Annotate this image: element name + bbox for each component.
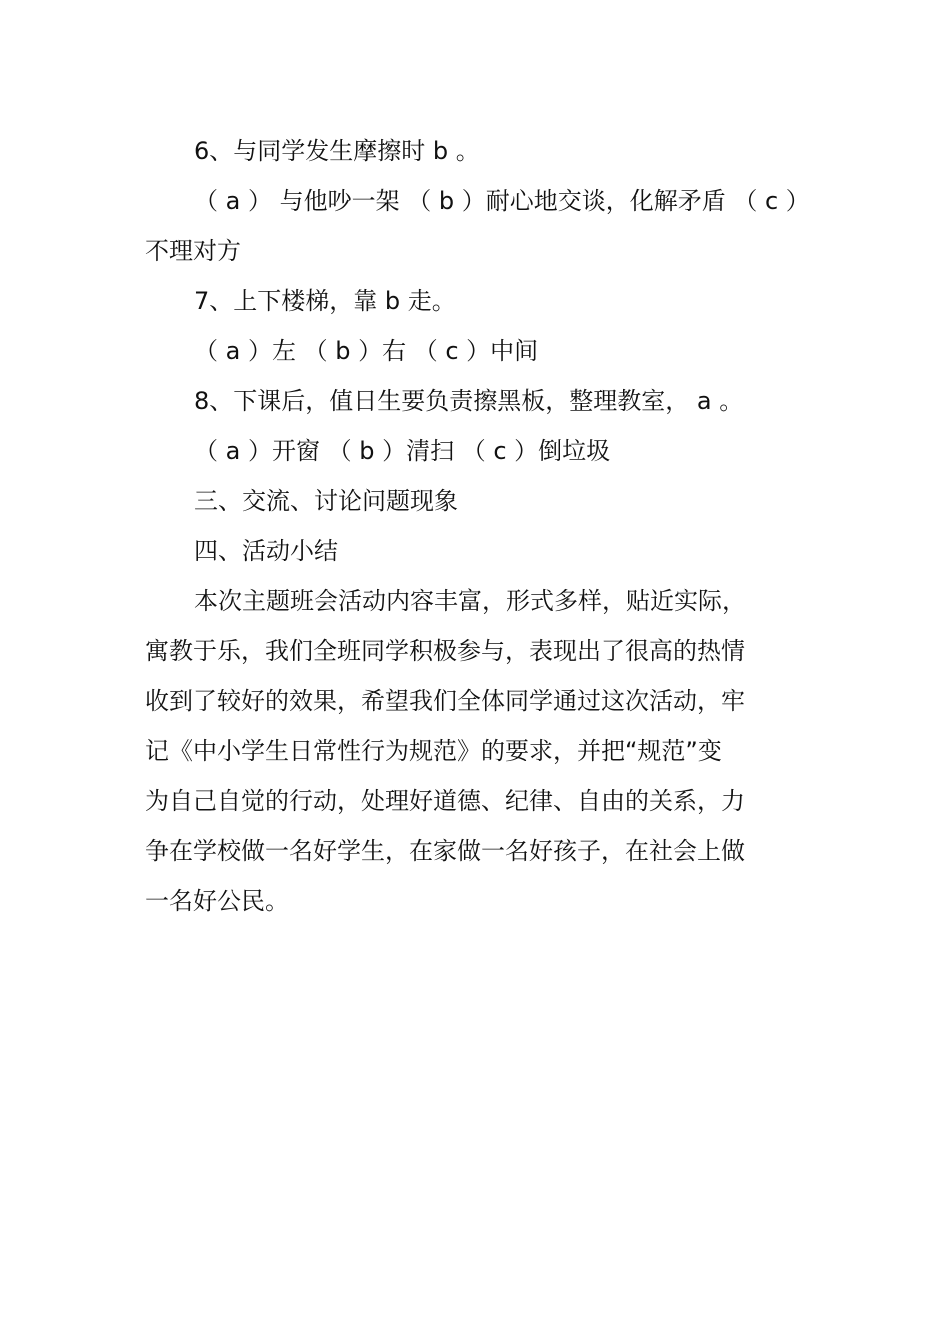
- question-6-options: （ a ） 与他吵一架 （ b ）耐心地交谈，化解矛盾 （ c ）: [194, 187, 810, 215]
- question-8-options: （ a ）开窗 （ b ）清扫 （ c ）倒垃圾: [194, 437, 611, 465]
- summary-line: 一名好公民。: [145, 887, 289, 915]
- document-body: [145, 126, 810, 926]
- question-6: 6、与同学发生摩擦时 b 。: [194, 137, 480, 165]
- summary-paragraph: [145, 576, 810, 926]
- question-8: 8、下课后，值日生要负责擦黑板，整理教室， a 。: [194, 387, 744, 415]
- summary-line: 记《中小学生日常性行为规范》的要求，并把“规范”变: [145, 737, 722, 765]
- summary-line: 争在学校做一名好学生，在家做一名好孩子，在社会上做: [145, 837, 745, 865]
- summary-line: 本次主题班会活动内容丰富，形式多样，贴近实际，: [194, 587, 746, 615]
- summary-line: 为自己自觉的行动，处理好道德、纪律、自由的关系，力: [145, 787, 745, 815]
- summary-line: 收到了较好的效果，希望我们全体同学通过这次活动，牢: [145, 687, 745, 715]
- question-6-options-continued: 不理对方: [145, 237, 241, 265]
- question-7: 7、上下楼梯，靠 b 走。: [194, 287, 456, 315]
- section-heading-4: 四、活动小结: [194, 537, 338, 565]
- question-7-options: （ a ）左 （ b ）右 （ c ）中间: [194, 337, 539, 365]
- summary-line: 寓教于乐，我们全班同学积极参与，表现出了很高的热情: [145, 637, 745, 665]
- section-heading-3: 三、交流、讨论问题现象: [194, 487, 458, 515]
